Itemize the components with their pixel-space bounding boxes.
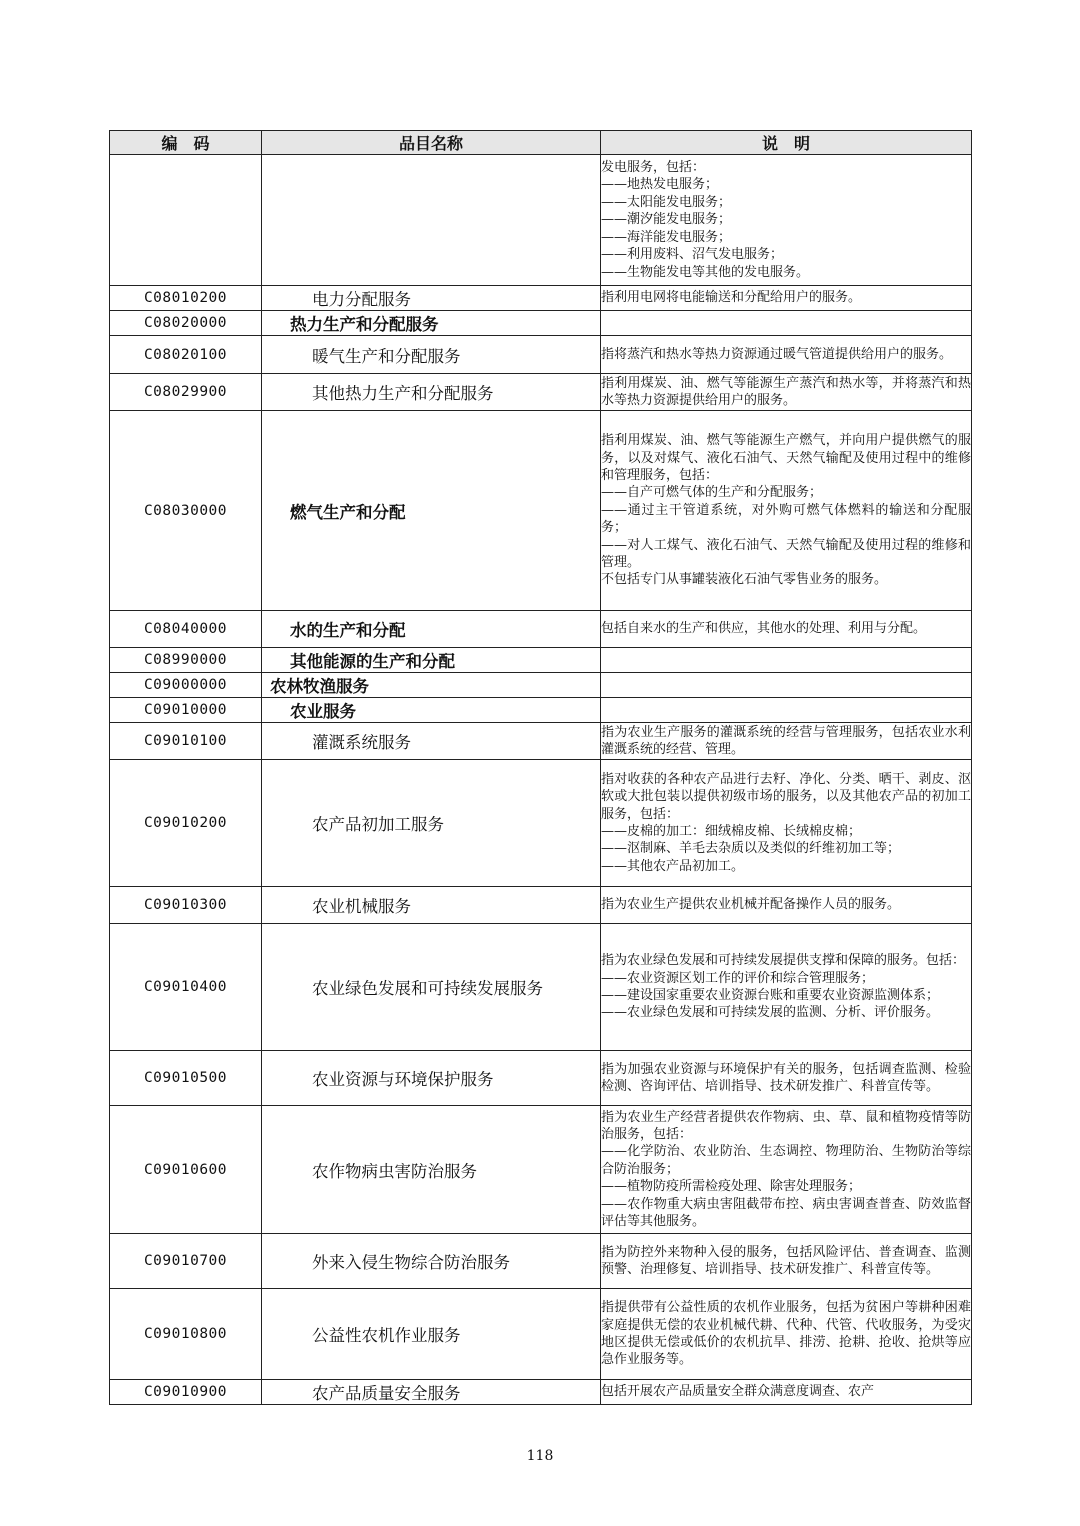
table-row bbox=[110, 1380, 972, 1405]
item-description bbox=[601, 1380, 972, 1405]
description-line: ——农业资源区划工作的评价和综合管理服务； bbox=[601, 970, 875, 986]
item-name: 公益性农机作业服务 bbox=[262, 1289, 601, 1380]
item-code: C09010800 bbox=[110, 1289, 262, 1380]
item-code: C08990000 bbox=[110, 648, 262, 673]
description-line: ——利用废料、沼气发电服务； bbox=[601, 247, 784, 263]
description-line: ——建设国家重要农业资源台账和重要农业资源监测体系； bbox=[601, 988, 940, 1003]
description-line: ——化学防治、农业防治、生态调控、物理防治、生物防治等综合防治服务； bbox=[601, 1144, 971, 1177]
item-code: C08029900 bbox=[110, 374, 262, 411]
description-line: ——对人工煤气、液化石油气、天然气输配及使用过程的维修和管理。 bbox=[601, 537, 971, 571]
item-code: C09010400 bbox=[110, 924, 262, 1051]
item-name: 农林牧渔服务 bbox=[262, 673, 601, 698]
item-description bbox=[601, 723, 972, 760]
table-row bbox=[110, 1289, 972, 1380]
table-row bbox=[110, 887, 972, 924]
table-row bbox=[110, 1234, 972, 1289]
item-description bbox=[601, 1106, 972, 1234]
description-line: ——沤制麻、羊毛去杂质以及类似的纤维初加工等； bbox=[601, 841, 901, 857]
item-name: 农产品初加工服务 bbox=[262, 760, 601, 887]
item-name: 外来入侵生物综合防治服务 bbox=[262, 1234, 601, 1289]
item-description bbox=[601, 374, 972, 411]
description-line: 包括开展农产品质量安全群众满意度调查、农产 bbox=[601, 1384, 875, 1400]
description-line: 指将蒸汽和热水等热力资源通过暖气管道提供给用户的服务。 bbox=[601, 346, 953, 362]
item-description bbox=[601, 1234, 972, 1289]
table-row bbox=[110, 648, 972, 673]
item-description bbox=[601, 1051, 972, 1106]
item-name: 其他能源的生产和分配 bbox=[262, 648, 601, 673]
item-name: 农作物病虫害防治服务 bbox=[262, 1106, 601, 1234]
item-description bbox=[601, 611, 972, 648]
table-row bbox=[110, 698, 972, 723]
table-row bbox=[110, 1106, 972, 1234]
description-line: 发电服务，包括： bbox=[601, 160, 706, 176]
description-line: 指为农业生产经营者提供农作物病、虫、草、鼠和植物疫情等防治服务，包括： bbox=[601, 1109, 971, 1142]
description-line: 包括自来水的生产和供应，其他水的处理、利用与分配。 bbox=[601, 621, 927, 637]
description-line: ——生物能发电等其他的发电服务。 bbox=[601, 264, 810, 280]
item-code: C09010300 bbox=[110, 887, 262, 924]
item-code: C09000000 bbox=[110, 673, 262, 698]
description-line: 指利用煤炭、油、燃气等能源生产蒸汽和热水等，并将蒸汽和热水等热力资源提供给用户的服务。 bbox=[601, 375, 971, 408]
item-name: 暖气生产和分配服务 bbox=[262, 336, 601, 374]
description-line: 指利用电网将电能输送和分配给用户的服务。 bbox=[601, 290, 862, 306]
header-description: 说 明 bbox=[601, 131, 972, 155]
item-code: C09010900 bbox=[110, 1380, 262, 1405]
item-code: C09010700 bbox=[110, 1234, 262, 1289]
item-description bbox=[601, 648, 972, 673]
table-row bbox=[110, 611, 972, 648]
item-name: 农产品质量安全服务 bbox=[262, 1380, 601, 1405]
item-name: 电力分配服务 bbox=[262, 286, 601, 311]
description-line: 指对收获的各种农产品进行去籽、净化、分类、晒干、剥皮、沤软或大批包装以提供初级市场的服务，以及其他农产品的初加工服务，包括： bbox=[601, 771, 971, 822]
description-line: ——自产可燃气体的生产和分配服务； bbox=[601, 485, 823, 501]
header-code: 编 码 bbox=[110, 131, 262, 155]
item-description bbox=[601, 698, 972, 723]
description-line: ——海洋能发电服务； bbox=[601, 229, 732, 245]
item-description bbox=[601, 336, 972, 374]
description-line: 指为农业生产服务的灌溉系统的经营与管理服务，包括农业水利灌溉系统的经营、管理。 bbox=[601, 724, 971, 757]
header-item-name: 品目名称 bbox=[262, 131, 601, 155]
item-code: C08030000 bbox=[110, 411, 262, 611]
item-name: 灌溉系统服务 bbox=[262, 723, 601, 760]
item-code: C08020100 bbox=[110, 336, 262, 374]
item-code: C09010000 bbox=[110, 698, 262, 723]
description-line: 不包括专门从事罐装液化石油气零售业务的服务。 bbox=[601, 572, 888, 588]
item-name: 热力生产和分配服务 bbox=[262, 311, 601, 336]
description-line: ——农作物重大病虫害阻截带布控、病虫害调查普查、防效监督评估等其他服务。 bbox=[601, 1196, 971, 1230]
item-code bbox=[110, 155, 262, 286]
description-line: ——太阳能发电服务； bbox=[601, 194, 732, 210]
description-line: 指利用煤炭、油、燃气等能源生产燃气，并向用户提供燃气的服务，以及对煤气、液化石油气、天然气输配及使用过程中的维修和管理服务，包括： bbox=[601, 433, 971, 483]
item-description bbox=[601, 311, 972, 336]
item-description bbox=[601, 1289, 972, 1380]
table-row bbox=[110, 723, 972, 760]
item-description bbox=[601, 673, 972, 698]
description-line: ——其他农产品初加工。 bbox=[601, 858, 745, 874]
table-row bbox=[110, 673, 972, 698]
description-line: 指为加强农业资源与环境保护有关的服务，包括调查监测、检验检测、咨询评估、培训指导、技术研发推广、科普宣传等。 bbox=[601, 1061, 971, 1094]
table-row bbox=[110, 411, 972, 611]
item-name: 水的生产和分配 bbox=[262, 611, 601, 648]
table-row bbox=[110, 1051, 972, 1106]
description-line: ——植物防疫所需检疫处理、除害处理服务； bbox=[601, 1179, 862, 1195]
page-number: 118 bbox=[526, 1448, 554, 1464]
description-line: 指提供带有公益性质的农机作业服务，包括为贫困户等耕种困难家庭提供无偿的农业机械代耕、代种、代管、代收服务，为受灾地区提供无偿或低价的农机抗旱、排涝、抢耕、抢收、抢烘等应急作业服务等。 bbox=[601, 1300, 971, 1368]
item-name: 燃气生产和分配 bbox=[262, 411, 601, 611]
item-name: 农业服务 bbox=[262, 698, 601, 723]
item-name: 农业绿色发展和可持续发展服务 bbox=[262, 924, 601, 1051]
item-description bbox=[601, 760, 972, 887]
table-body bbox=[110, 155, 972, 1405]
item-code: C09010500 bbox=[110, 1051, 262, 1106]
description-line: 指为防控外来物种入侵的服务，包括风险评估、普查调查、监测预警、治理修复、培训指导、技术研发推广、科普宣传等。 bbox=[601, 1244, 971, 1277]
item-name bbox=[262, 155, 601, 286]
table-row bbox=[110, 286, 972, 311]
item-code: C09010100 bbox=[110, 723, 262, 760]
table-row bbox=[110, 924, 972, 1051]
item-description bbox=[601, 411, 972, 611]
description-line: ——地热发电服务； bbox=[601, 177, 719, 193]
item-description bbox=[601, 286, 972, 311]
item-code: C08010200 bbox=[110, 286, 262, 311]
catalog-table bbox=[109, 130, 972, 1405]
table-row bbox=[110, 311, 972, 336]
description-line: ——潮汐能发电服务； bbox=[601, 212, 732, 228]
item-description bbox=[601, 155, 972, 286]
item-code: C08040000 bbox=[110, 611, 262, 648]
table-row bbox=[110, 155, 972, 286]
item-code: C09010200 bbox=[110, 760, 262, 887]
table-row bbox=[110, 374, 972, 411]
item-code: C09010600 bbox=[110, 1106, 262, 1234]
description-line: 指为农业绿色发展和可持续发展提供支撑和保障的服务。包括： bbox=[601, 953, 966, 969]
table-row bbox=[110, 336, 972, 374]
item-name: 农业机械服务 bbox=[262, 887, 601, 924]
table-header-row bbox=[110, 131, 972, 155]
description-line: ——皮棉的加工：细绒棉皮棉、长绒棉皮棉； bbox=[601, 824, 862, 839]
item-code: C08020000 bbox=[110, 311, 262, 336]
item-name: 其他热力生产和分配服务 bbox=[262, 374, 601, 411]
description-line: ——通过主干管道系统，对外购可燃气体燃料的输送和分配服务； bbox=[601, 502, 971, 536]
item-description bbox=[601, 924, 972, 1051]
item-description bbox=[601, 887, 972, 924]
description-line: 指为农业生产提供农业机械并配备操作人员的服务。 bbox=[601, 897, 901, 913]
description-line: ——农业绿色发展和可持续发展的监测、分析、评价服务。 bbox=[601, 1005, 940, 1021]
table-row bbox=[110, 760, 972, 887]
item-name: 农业资源与环境保护服务 bbox=[262, 1051, 601, 1106]
